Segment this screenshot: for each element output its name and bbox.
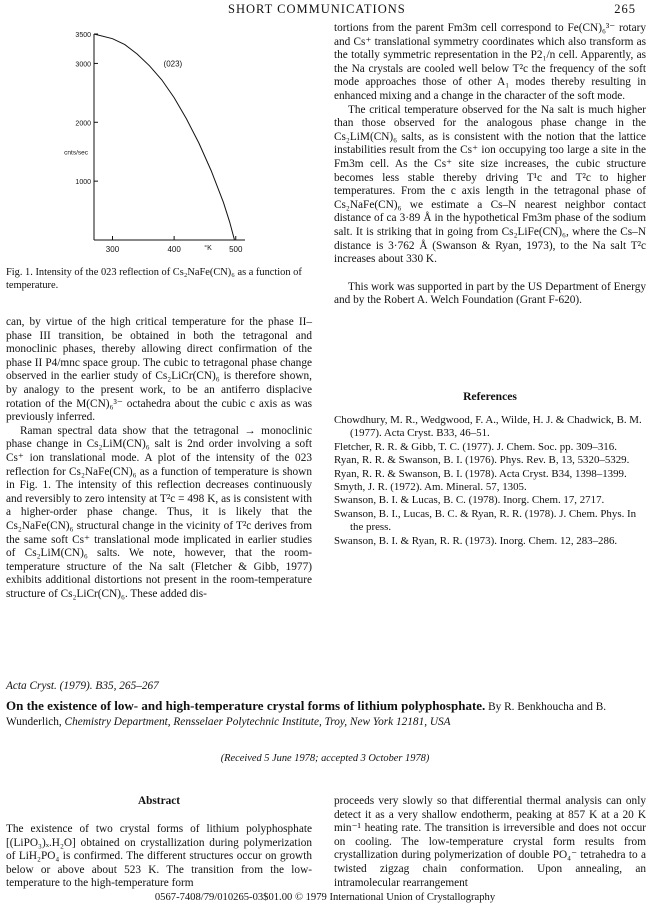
y-tick-label: 3500 bbox=[75, 32, 91, 39]
reference-item: Fletcher, R. R. & Gibb, T. C. (1977). J. Chem. Soc. pp. 309–316. bbox=[334, 440, 617, 453]
right-paragraph-1: tortions from the parent Fm3m cell correspond to Fe(CN)₆³⁻ rotary and Cs⁺ translational symmetry coordinates which also transform as the totally symmetric representation in the P2₁/n cell. Apparently, as the Na crystals are cooled well below T²c the frequency of the soft mode approaches those of other A₁ modes thereby resulting in enhanced mixing and a change in the character of the soft mode. bbox=[334, 22, 646, 102]
y-tick-label: 3000 bbox=[75, 61, 91, 69]
reference-item: Ryan, R. R. & Swanson, B. I. (1978). Acta Cryst. B34, 1398–1399. bbox=[334, 467, 627, 480]
running-header bbox=[0, 2, 650, 20]
abstract-heading: Abstract bbox=[137, 795, 181, 807]
references-list bbox=[334, 414, 646, 548]
header-title: SHORT COMMUNICATIONS bbox=[228, 2, 406, 16]
left-paragraph-1: can, by virtue of the high critical temperature for the phase II–phase III transition, be obtained in both the tetragonal and monoclinic phases, thereby allowing direct confirmation of the phase II P4/mnc space group. The cubic to tetragonal phase change observed in the earlier study of Cs₂LiCr(CN)₆ is therefore shown, by analogy to the present work, to be an antiferro displacive rotation of the M(CN)₆³⁻ octahedra about the cubic c axis as was previously inferred. bbox=[6, 316, 312, 424]
x-tick-label: 500 bbox=[229, 245, 243, 254]
reference-item: Ryan, R. R. & Swanson, B. I. (1976). Phys. Rev. B, 13, 5320–5329. bbox=[334, 454, 630, 467]
article-title-block bbox=[6, 698, 646, 730]
chart-svg bbox=[60, 22, 260, 262]
reference-item: Swanson, B. I. & Lucas, B. C. (1978). Inorg. Chem. 17, 2717. bbox=[334, 494, 605, 507]
x-tick-label: 400 bbox=[167, 245, 181, 254]
right-paragraph-2: The critical temperature observed for the Na salt is much higher than those observed for the analogous phase change in the Cs₂LiM(CN)₆ salts, as is consistent with the notion that the lattice instabilities result from the Cs⁺ ion occupying too large a site in the Fm3m cell. As the Cs⁺ site size increases, the cubic structure becomes less stable thereby driving T¹c and T²c to higher temperatures. From the c axis length in the tetragonal phase of Cs₂NaFe(CN)₆ we estimate a Cs–N nearest neighbor contact distance of ca 3·89 Å in the hypothetical Fm3m phase of the sodium salt. It is striking that in going from Cs₂LiFe(CN)₆, where the Cs–N distance is 3·762 Å (Swanson & Ryan, 1973), to the Na salt T²c increases about 330 K. bbox=[334, 103, 646, 266]
left-column bbox=[6, 316, 312, 601]
abstract-left: The existence of two crystal forms of lithium polyphosphate [(LiPO₃)ₓ.H₂O] obtained on crystallization during polymerization of LiH₂PO₄ is confirmed. The different structures occur on growth below or above about 523 K. The transition from the low-temperature to the high-temperature form bbox=[6, 823, 312, 890]
x-axis-label: °K bbox=[204, 245, 212, 252]
article-affiliation: Chemistry Department, Rensselaer Polytechnic Institute, Troy, New York 12181, USA bbox=[64, 716, 451, 728]
reference-item: Swanson, B. I. & Ryan, R. R. (1973). Inorg. Chem. 12, 283–286. bbox=[334, 534, 618, 547]
y-tick-label: 1000 bbox=[75, 179, 91, 187]
article-authors: By R. Benkhoucha and B. Wunderlich, bbox=[6, 701, 607, 728]
references-heading: References bbox=[463, 390, 517, 403]
left-paragraph-2: Raman spectral data show that the tetragonal → monoclinic phase change in Cs₂LiM(CN)₆ salt is 2nd order involving a soft Cs⁺ ion translational mode. A plot of the intensity of the 023 reflection for Cs₂NaFe(CN)₆ as a function of temperature is shown in Fig. 1. The intensity of this reflection decreases continuously and reversibly to zero intensity at T²c = 498 K, as is consistent with a higher-order phase change. Thus, it is likely that the Cs₂NaFe(CN)₆ structural change in the vicinity of T²c derives from the same soft Cs⁺ translational mode implicated in earlier studies of Cs₂LiM(CN)₆ salts. We note, however, that the room-temperature structure of the Na salt (Fletcher & Gibb, 1977) exhibits additional distortions not present in the room-temperature structure of Cs₂LiCr(CN)₆. These added dis- bbox=[6, 424, 312, 600]
figure-1-chart bbox=[60, 22, 260, 262]
journal-citation: Acta Cryst. (1979). B35, 265–267 bbox=[6, 680, 159, 692]
reference-item: Swanson, B. I., Lucas, B. C. & Ryan, R. R. (1978). J. Chem. Phys. In the press. bbox=[334, 507, 637, 534]
right-column bbox=[334, 22, 646, 308]
curve-annotation: (023) bbox=[163, 59, 183, 69]
page-footer: 0567-7408/79/010265-03$01.00 © 1979 International Union of Crystallography bbox=[154, 892, 496, 903]
y-tick-label: 2000 bbox=[75, 120, 91, 128]
abstract-right: proceeds very slowly so that differential thermal analysis can only detect it as a very shallow endotherm, peaking at 857 K at a 20 K min⁻¹ heating rate. The transition is irreversible and does not occur on cooling. The low-temperature crystal form results from crystallization during polymerization of double PO₄⁻ tetrahedra to a twisted zigzag chain conformation. Upon annealing, an intramolecular rearrangement bbox=[334, 795, 646, 889]
page-number: 265 bbox=[614, 2, 636, 16]
received-dates: (Received 5 June 1978; accepted 3 October 1978) bbox=[220, 753, 430, 764]
reference-item: Smyth, J. R. (1972). Am. Mineral. 57, 1305. bbox=[334, 481, 527, 494]
y-axis-label: cnts/sec bbox=[64, 149, 88, 157]
acknowledgement: This work was supported in part by the US Department of Energy and by the Robert A. Welch Foundation (Grant F-620). bbox=[334, 280, 646, 307]
figure-caption: Fig. 1. Intensity of the 023 reflection of Cs₂NaFe(CN)₆ as a function of temperature. bbox=[6, 267, 302, 291]
x-tick-label: 300 bbox=[105, 245, 120, 254]
article-title: On the existence of low- and high-temperature crystal forms of lithium polyphosphate. bbox=[6, 698, 486, 713]
reference-item: Chowdhury, M. R., Wedgwood, F. A., Wilde, H. J. & Chadwick, B. M. (1977). Acta Cryst. B33, 46–51. bbox=[334, 414, 642, 440]
